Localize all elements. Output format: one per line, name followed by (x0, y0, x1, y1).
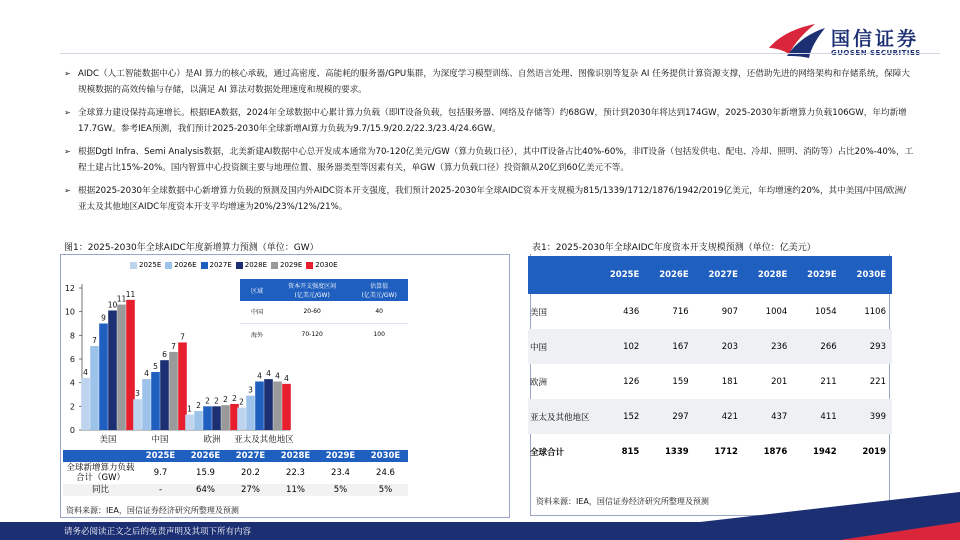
inset-cell: 20-60 (274, 301, 350, 323)
capex-region: 亚太及其他地区 (528, 399, 596, 434)
legend-item (165, 261, 196, 269)
legend-item (271, 261, 302, 269)
capex-cell: 181 (721, 376, 738, 387)
table-source: 资料来源：IEA，国信证券经济研究所整理及预测 (536, 497, 709, 506)
inset-cell: 中国 (240, 301, 274, 323)
bullet-item (64, 105, 914, 137)
inset-header-cell: 资本开支强度区间 (亿美元/GW) (274, 279, 350, 301)
legend-swatch (306, 262, 313, 269)
data-label: 4 (257, 371, 262, 381)
bar (133, 399, 142, 430)
capex-cell: 102 (596, 329, 645, 364)
capex-cell: 236 (744, 329, 793, 364)
capex-table (528, 256, 892, 469)
summary-cell: 24.6 (376, 468, 395, 478)
summary-cell: 20.2 (241, 468, 260, 478)
capex-cell: 201 (771, 376, 788, 387)
x-tick-label: 亚太及其他地区 (234, 435, 294, 445)
legend-swatch (130, 262, 137, 269)
capex-cell: 293 (843, 329, 892, 364)
figure-title: 图1：2025-2030年全球AIDC年度新增算力预测（单位：GW） (64, 243, 319, 253)
capex-cell: 159 (672, 376, 689, 387)
legend-item (236, 261, 267, 269)
bar (160, 360, 169, 430)
bullet-list (64, 66, 914, 222)
data-label: 1 (187, 404, 192, 414)
summary-cell: 15.9 (196, 468, 215, 478)
capex-cell: 399 (843, 399, 892, 434)
summary-cell: 64% (183, 484, 228, 496)
bar (255, 381, 264, 430)
summary-cell: 23.4 (331, 468, 350, 478)
y-tick-label: 0 (69, 426, 75, 435)
capex-region: 欧洲 (530, 377, 548, 388)
data-label: 2 (239, 397, 244, 407)
bullet-text: 全球算力建设保持高速增长。根据IEA数据，2024年全球数据中心累计算力负载（即IT设备负载，包括服务器、网络及存储等）约68GW，预计到2030年将达到174GW，2025-2030年新增算力负载106GW，年均新增17.7GW。参考IEA预测，我们预计2025-2030年全球新增AI算力负载为9.7/15.9/20.2/22.3/23.4/24.6GW。 (78, 108, 907, 134)
capex-cell: 716 (672, 306, 689, 317)
x-tick-label: 美国 (99, 435, 117, 445)
table-row (528, 399, 892, 434)
bar (194, 411, 203, 430)
table-row (528, 294, 892, 329)
table-row (528, 364, 892, 399)
bar (237, 408, 246, 430)
capex-intensity-table (240, 279, 408, 345)
capex-cell: 411 (793, 399, 842, 434)
guosen-logo-icon (765, 18, 827, 58)
data-label: 11 (125, 289, 136, 299)
summary-header-cell: 2026E (183, 450, 228, 462)
capex-cell: 211 (820, 376, 837, 387)
capex-cell: 1106 (864, 306, 886, 317)
summary-cell: 11% (273, 484, 318, 496)
bullet-item (64, 66, 914, 98)
summary-header-cell: 2027E (228, 450, 273, 462)
inset-cell: 70-120 (274, 323, 350, 345)
capex-header-cell: 2027E (695, 256, 744, 294)
bullet-text: AIDC（人工智能数据中心）是AI 算力的核心承载，通过高密度、高能耗的服务器/GPU集群，为深度学习模型训练、自然语言处理、图像识别等复杂 AI 任务提供计算资源支撑，还借助先进的网络架构和存储系统，保障大规模数据的高效传输与存储，以满足 AI 算法对数据处理速度和规模的要求。 (78, 69, 910, 95)
data-label: 4 (83, 367, 88, 377)
capex-header-cell: 2026E (645, 256, 694, 294)
inset-cell: 海外 (240, 323, 274, 345)
bar (90, 346, 99, 430)
data-label: 11 (116, 294, 127, 304)
capex-cell: 221 (869, 376, 886, 387)
y-tick-label: 12 (64, 284, 75, 293)
legend-label: 2028E (244, 261, 267, 269)
data-label: 2 (223, 395, 228, 405)
capex-region: 全球合计 (530, 447, 565, 458)
bar (203, 406, 212, 430)
data-label: 7 (171, 341, 176, 351)
bar (142, 379, 151, 430)
y-tick-label: 4 (69, 378, 75, 388)
capex-cell: 815 (621, 446, 640, 457)
bar (282, 384, 291, 430)
bullet-text: 根据2025-2030年全球数据中心新增算力负载的预测及国内外AIDC资本开支强度，我们预计2025-2030年全球AIDC资本开支规模为815/1339/1712/1876/1942/2019亿美元，年均增速约20%，其中美国/中国/欧洲/亚太及其他地区AIDC年度资本开支平均增速为20%/23%/12%/21%。 (78, 186, 906, 212)
capex-cell: 1339 (664, 446, 689, 457)
brand-name-en: GUOSEN SECURITIES (831, 49, 921, 57)
legend-swatch (271, 262, 278, 269)
capex-region: 美国 (530, 307, 548, 318)
bar (264, 379, 273, 430)
table-row (528, 329, 892, 364)
legend-label: 2025E (139, 261, 162, 269)
chart-legend (130, 261, 338, 269)
bar (151, 372, 160, 430)
capex-cell: 421 (695, 399, 744, 434)
data-label: 10 (107, 300, 118, 310)
data-label: 4 (275, 371, 280, 381)
arrow-bullet-icon: ➢ (64, 108, 71, 117)
table-row (528, 434, 892, 469)
summary-cell: 5% (318, 484, 363, 496)
data-label: 2 (205, 396, 210, 406)
footer-bar (0, 522, 960, 540)
capex-cell: 437 (744, 399, 793, 434)
capex-header-cell: 2028E (744, 256, 793, 294)
data-label: 4 (266, 369, 271, 379)
summary-row-label: 同比 (63, 484, 138, 496)
brand-name-cn: 国信证券 (831, 28, 920, 50)
capex-cell: 203 (695, 329, 744, 364)
arrow-bullet-icon: ➢ (64, 186, 71, 195)
inset-cell: 40 (350, 301, 408, 323)
data-label: 4 (284, 373, 289, 383)
bar (185, 415, 194, 430)
inset-header-cell: 估算值 (亿美元/GW) (350, 279, 408, 301)
bullet-item (64, 183, 914, 215)
bar (108, 310, 117, 430)
legend-label: 2026E (174, 261, 197, 269)
capex-cell: 167 (645, 329, 694, 364)
legend-swatch (236, 262, 243, 269)
footer-accent-red (840, 522, 960, 540)
bar (273, 381, 282, 430)
bullet-text: 根据Dgtl Infra、Semi Analysis数据，北美新建AI数据中心总开发成本通常为70-120亿美元/GW（算力负载口径），其中IT设备占比40%-60%，非IT设备（包括发供电、配电、冷却、照明、消防等）占比20%-40%，工程土建占比15%-20%。国内智算中心投资额主要与地理位置、服务器类型等因素有关，单GW（算力负载口径）投资额从20亿到60亿美元不等。 (78, 147, 914, 173)
data-label: 3 (135, 389, 140, 399)
capex-header-cell: 2029E (793, 256, 842, 294)
arrow-bullet-icon: ➢ (64, 147, 71, 156)
summary-header-cell: 2030E (363, 450, 408, 462)
summary-table (63, 450, 408, 496)
legend-item (201, 261, 232, 269)
footer-disclaimer: 请务必阅读正文之后的免责声明及其项下所有内容 (64, 527, 252, 537)
summary-row-label: 全球新增算力负载合计（GW） (66, 463, 135, 483)
summary-header-cell: 2028E (273, 450, 318, 462)
capex-corner-cell (528, 256, 596, 294)
summary-corner-cell (63, 450, 138, 462)
capex-cell: 297 (645, 399, 694, 434)
capex-cell: 1942 (812, 446, 837, 457)
table-title: 表1：2025-2030年全球AIDC年度资本开支规模预测（单位：亿美元） (532, 243, 816, 253)
summary-cell: 27% (228, 484, 273, 496)
capex-cell: 1004 (765, 306, 788, 317)
capex-region: 中国 (528, 329, 596, 364)
inset-header-cell: 区域 (240, 279, 274, 301)
y-tick-label: 8 (69, 331, 75, 341)
bar (221, 405, 230, 430)
legend-item (130, 261, 161, 269)
header-divider (60, 53, 940, 54)
capex-header-cell: 2030E (843, 256, 892, 294)
bar (117, 305, 126, 430)
capex-cell: 126 (623, 376, 640, 387)
summary-cell: - (138, 484, 183, 496)
data-label: 2 (214, 396, 219, 406)
figure-source: 资料来源：IEA，国信证券经济研究所整理及预测 (66, 506, 239, 515)
y-tick-label: 10 (64, 307, 75, 317)
legend-label: 2030E (315, 261, 338, 269)
inset-cell: 100 (350, 323, 408, 345)
y-tick-label: 6 (69, 355, 75, 364)
data-label: 6 (162, 350, 167, 360)
data-label: 2 (196, 401, 201, 411)
bar (212, 406, 221, 430)
data-label: 7 (180, 332, 185, 342)
bar (169, 352, 178, 430)
data-label: 2 (232, 393, 237, 403)
capex-cell: 2019 (862, 446, 886, 457)
legend-label: 2027E (209, 261, 232, 269)
capex-header-cell: 2025E (596, 256, 645, 294)
brand-logo (765, 18, 925, 62)
data-label: 3 (248, 385, 253, 395)
summary-header-cell: 2029E (318, 450, 363, 462)
data-label: 7 (92, 335, 97, 345)
bar (246, 396, 255, 430)
legend-label: 2029E (280, 261, 303, 269)
bullet-item (64, 144, 914, 176)
legend-swatch (201, 262, 208, 269)
x-tick-label: 欧洲 (203, 435, 221, 445)
capex-cell: 1054 (815, 306, 837, 317)
legend-swatch (165, 262, 172, 269)
y-tick-label: 2 (69, 402, 75, 412)
data-label: 5 (153, 362, 158, 372)
capex-cell: 152 (596, 399, 645, 434)
capex-cell: 436 (623, 306, 640, 317)
capex-cell: 1712 (714, 446, 738, 457)
capex-cell: 266 (793, 329, 842, 364)
data-label: 4 (144, 369, 149, 379)
footer-accent-navy (700, 492, 960, 522)
capex-cell: 1876 (763, 446, 788, 457)
capex-cell: 907 (721, 306, 738, 317)
arrow-bullet-icon: ➢ (64, 69, 71, 78)
legend-item (306, 261, 337, 269)
summary-cell: 5% (363, 484, 408, 496)
bar (81, 378, 90, 430)
summary-header-cell: 2025E (138, 450, 183, 462)
x-tick-label: 中国 (151, 435, 169, 445)
summary-cell: 22.3 (286, 468, 305, 478)
summary-cell: 9.7 (153, 468, 168, 478)
data-label: 9 (101, 313, 106, 323)
bar (99, 324, 108, 431)
